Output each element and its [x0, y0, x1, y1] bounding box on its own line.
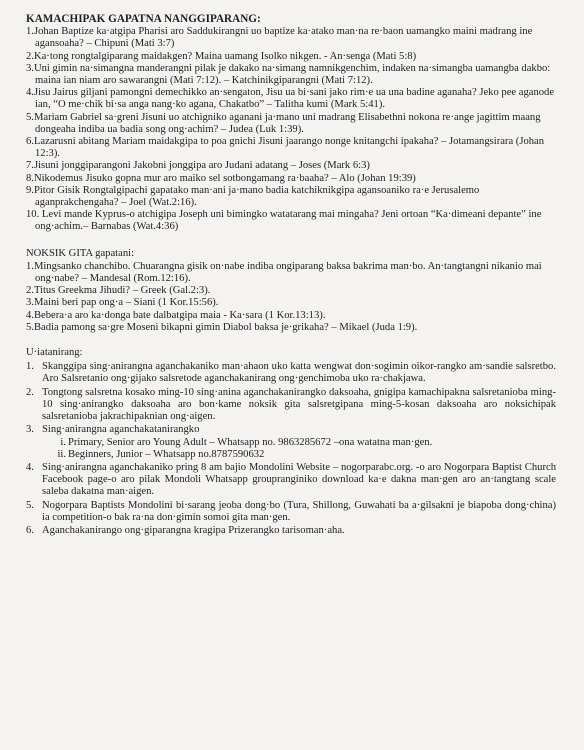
noksik-item: 5.Badia pamong sa·gre Moseni bikapni gimin Diabol baksa je·grikaha? – Mikael (Juda 1:9).	[26, 321, 418, 333]
rule-text: Aganchakanirango ong·giparangna kragipa Prizerangko tarisoman·aha.	[42, 524, 345, 536]
noksik-item: 2.Titus Greekma Jihudi? – Greek (Gal.2:3).	[26, 285, 211, 297]
rule-text: Sing·anirangna aganchakaniko pring 8 am bajio Mondolini Website – nogorparabc.org. -o aro Nogorpara Baptist Church Facebook page-o aro pilak Mondoli Whatsapp groupranginiko download ka·e dakna man·gen aro an·tangtang scale saleba dakatna man·aigen.	[42, 461, 556, 498]
rule-number: 1.	[26, 361, 34, 373]
rule-item	[26, 361, 556, 385]
rule-number: 5.	[26, 499, 34, 511]
rule-text: Nogorpara Baptists Mondolini bi·sarang jeoba dong·bo (Tura, Shillong, Guwahati ba a·gilsakni je biapoba dong·china) ia competition-o bak ra·na don·gimin somoi gita man·gen.	[42, 499, 556, 523]
question-item: 3.Uni gimin na·simangna manderangni pilak je dakako na·simang namnikgenchim, indaken na·simangba uamangba dakbo: maina ian niam aro sawarangni (Mati 7:12). – Katchinikgiparangni (Mati 7:12).	[26, 62, 551, 87]
noksik-heading: NOKSIK GITA gapatani:	[26, 247, 135, 259]
question-item: 8.Nikodemus Jisuko gopna mur aro maiko sel sotbongamang ra·baaha? – Alo (Johan 19:39)	[26, 172, 416, 184]
noksik-list	[26, 261, 556, 334]
question-item: 6.Lazarusni abitang Mariam maidakgipa to poa gnichi Jisuni jaarango nonge knitangchi ipakaha? – Jotamangsirara (Johan 12:3).	[26, 136, 545, 160]
question-item: 7.Jisuni jonggiparangoni Jakobni jonggipa aro Judani adatang – Joses (Mark 6:3)	[26, 160, 370, 172]
rules-list	[26, 361, 556, 537]
rule-number: 2.	[26, 386, 34, 398]
contact-item	[54, 437, 556, 449]
contact-text: Primary, Senior aro Young Adult – Whatsapp no. 9863285672 –ona watatna man·gen.	[68, 436, 433, 448]
contact-number-label: ii.	[57, 448, 66, 460]
rule-item	[26, 387, 556, 424]
question-item: 5.Mariam Gabriel sa·greni Jisuni uo atchigniko aganani ja·mano uni madrang Elisabethni nokona re·ange jagittim maang dongeaha indiba ua badia song ong·achim? – Judea (Luk 1:39).	[26, 111, 541, 135]
noksik-item: 1.Mingsanko chanchibo. Chuarangna gisik on·nabe indiba ongiparang baksa bakrima man·bo. An·tangtangni nikanio mai ong·nabe? – Mandesal (Rom.12:16).	[26, 260, 542, 285]
rule-number: 6.	[26, 524, 34, 536]
rule-text: Tongtong salsretna kosako ming-10 sing·anina aganchakanirangko daksoaha, gnigipa kamachipakna salsretanioba ming-10 sing·anirangko daksoaha aro bon·kame noksik gita salsretgipana ming-5-kosan daksoaha aro noksichipak salsretanioba jakrachipaknian ong·aigen.	[42, 386, 556, 423]
contact-number-label: i.	[60, 436, 66, 448]
question-item: 1.Johan Baptize ka·atgipa Pharisi aro Saddukirangni uo baptize ka·atako man·na re·baon uamangko maini madrang ine agansoaha? – Chipuni (Mati 3:7)	[26, 26, 533, 50]
question-item: 4.Jisu Jairus giljani pamongni demechikko an·sengaton, Jisu ua bi·sani jako rim·e ua una badine aganaha? Jeko pee aganode ian, “O me·chik bi·sa anga nang·ko agana, Chakatbo” – Talitha kumi (Mark 5:41).	[26, 87, 555, 111]
question-item: 9.Pitor Gisik Rongtalgipachi gapatako man·ani ja·mano badia katchiknikgipa agansoaniko ra·e Jerusalemo aganprakchengaha? – Joel (Wat.2:16).	[26, 184, 480, 209]
rules-heading: U·iatanirang:	[26, 347, 83, 359]
rule-item	[26, 424, 556, 461]
rule-item	[26, 500, 556, 524]
rule-text: Skanggipa sing·anirangna aganchakaniko man·ahaon uko katta wengwat don·sogimin oikor-rangko am·sandie salsretbo. Aro Salsretanio ong·gijako salsretode aganchakanirang ong·genchimoba uko ra·chakjawa.	[42, 361, 556, 385]
rule-item	[26, 525, 556, 537]
question-item: 2.Ka·tong rongtalgiparang maidakgen? Maina uamang Isolko nikgen. - An·senga (Mati 5:8)	[26, 50, 417, 62]
noksik-item: 4.Bebera·a aro ka·donga bate dalbatgipa maia - Ka·sara (1 Kor.13:13).	[26, 309, 326, 321]
contact-text: Beginners, Junior – Whatsapp no.8787590632	[68, 448, 265, 460]
rule-number: 3.	[26, 424, 34, 436]
question-list	[26, 26, 556, 233]
rule-number: 4.	[26, 461, 34, 473]
page-title: KAMACHIPAK GAPATNA NANGGIPARANG:	[26, 13, 261, 25]
question-item: 10. Levi mande Kyprus-o atchigipa Joseph uni bimingko watatarang mai mingaha? Jeni ortoan “Ka·dimeani depante” ine ong·achim.– Barnabas (Wat.4:36)	[26, 209, 542, 233]
contact-item	[54, 449, 556, 461]
contact-sublist	[42, 437, 556, 461]
rule-item	[26, 462, 556, 499]
rule-text: Sing·anirangna aganchakatanirangko	[42, 424, 200, 436]
noksik-item: 3.Maini beri pap ong·a – Siani (1 Kor.15:56).	[26, 297, 219, 309]
